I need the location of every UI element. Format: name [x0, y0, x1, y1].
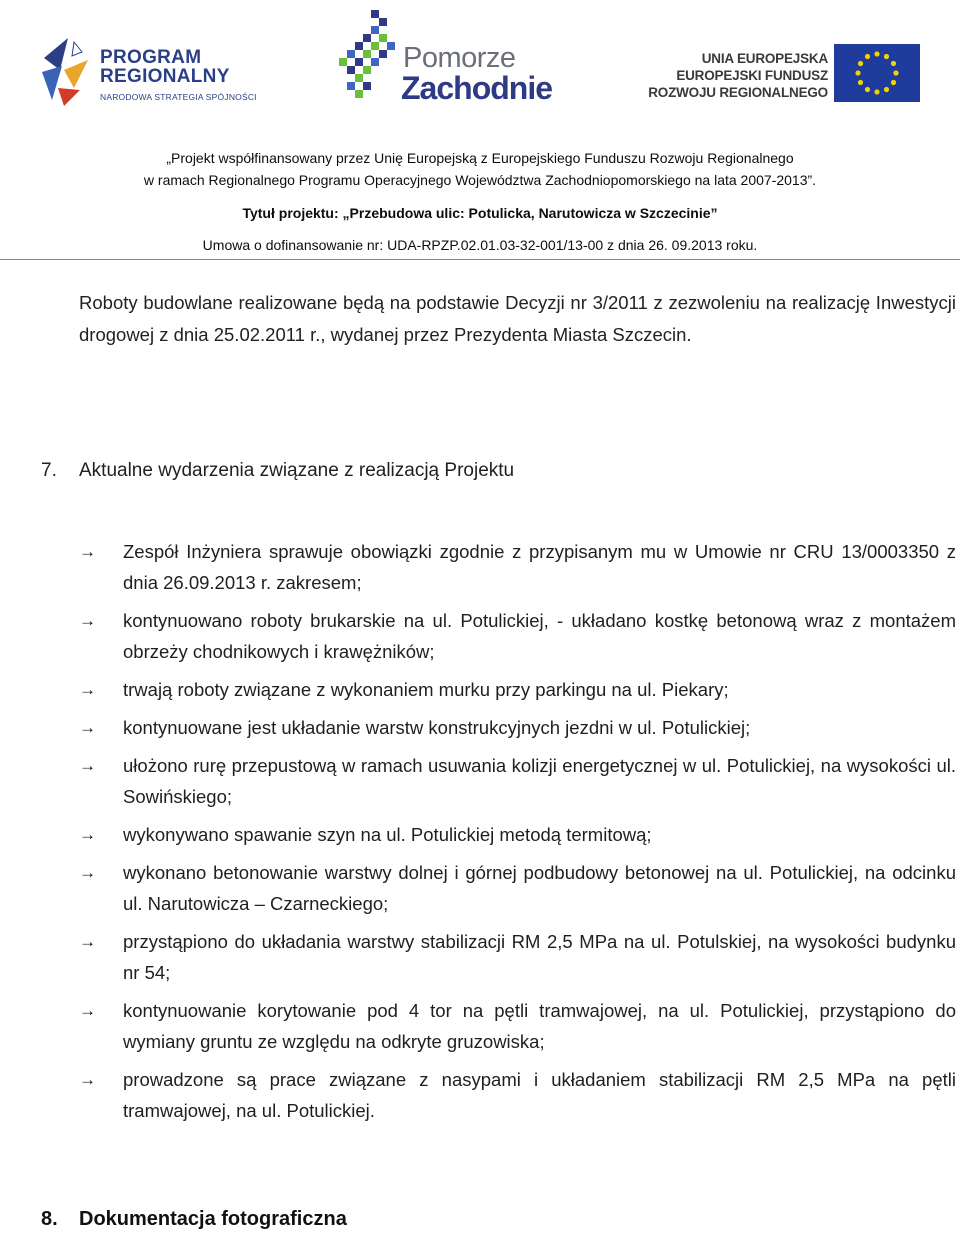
list-item — [79, 995, 956, 1057]
section-7-heading — [41, 460, 514, 482]
list-item — [79, 857, 956, 919]
list-item-text: wykonano betonowanie warstwy dolnej i górnej podbudowy betonowej na ul. Potulickiej, na odcinku ul. Narutowicza – Czarneckiego; — [123, 862, 956, 914]
pomorze-wordmark: Pomorze — [403, 42, 516, 74]
eu-line-2: EUROPEJSKI FUNDUSZ — [676, 68, 828, 83]
list-item — [79, 674, 956, 705]
list-item — [79, 819, 956, 850]
section-7-number: 7. — [41, 460, 57, 481]
arrow-right-icon: → — [79, 863, 96, 882]
intro-paragraph: Roboty budowlane realizowane będą na podstawie Decyzji nr 3/2011 z zezwoleniu na realizację Inwestycji drogowej z dnia 25.02.2011 r., wydanej przez Prezydenta Miasta Szczecin. — [79, 292, 956, 345]
arrow-right-icon: → — [79, 718, 96, 737]
section-8-number: 8. — [41, 1208, 58, 1230]
arrow-right-icon: → — [79, 825, 96, 844]
events-list — [79, 536, 956, 1133]
arrow-right-icon: → — [79, 1001, 96, 1020]
strategy-subtitle: NARODOWA STRATEGIA SPÓJNOŚCI — [100, 92, 257, 102]
list-item — [79, 605, 956, 667]
section-7-title: Aktualne wydarzenia związane z realizacją Projektu — [79, 460, 515, 481]
program-regionalny-logo — [38, 30, 278, 110]
list-item-text: przystąpiono do układania warstwy stabilizacji RM 2,5 MPa na ul. Potulskiej, na wysokości budynku nr 54; — [123, 931, 956, 983]
list-item — [79, 1064, 956, 1126]
list-item — [79, 926, 956, 988]
list-item-text: prowadzone są prace związane z nasypami i układaniem stabilizacji RM 2,5 MPa na pętli tramwajowej, na ul. Potulickiej. — [123, 1069, 956, 1121]
pomorze-zachodnie-logo — [335, 8, 575, 108]
program-line: PROGRAM — [100, 47, 202, 68]
zachodnie-wordmark: Zachodnie — [401, 70, 553, 106]
list-item-text: kontynuowanie korytowanie pod 4 tor na pętli tramwajowej, na ul. Potulickiej, przystąpiono do wymiany gruntu ze względu na odkryte gruzowiska; — [123, 1000, 956, 1052]
list-item — [79, 750, 956, 812]
section-8-heading — [41, 1208, 347, 1231]
project-title: Tytuł projektu: „Przebudowa ulic: Potulicka, Narutowicza w Szczecinie” — [242, 205, 718, 221]
eu-line-3: ROZWOJU REGIONALNEGO — [648, 85, 828, 100]
program-regionalny-wordmark — [100, 48, 230, 86]
arrow-right-icon: → — [79, 611, 96, 630]
arrow-right-icon: → — [79, 932, 96, 951]
eu-logo — [636, 42, 926, 104]
list-item-text: ułożono rurę przepustową w ramach usuwania kolizji energetycznej w ul. Potulickiej, na wysokości ul. Sowińskiego; — [123, 755, 956, 807]
list-item-text: kontynuowano roboty brukarskie na ul. Potulickiej, - układano kostkę betonową wraz z montażem obrzeży chodnikowych i krawężników; — [123, 610, 956, 662]
list-item-text: kontynuowane jest układanie warstw konstrukcyjnych jezdni w ul. Potulickiej; — [123, 717, 751, 738]
arrow-right-icon: → — [79, 542, 96, 561]
arrow-right-icon: → — [79, 1070, 96, 1089]
header-divider — [0, 259, 960, 260]
eu-wordmark — [636, 50, 828, 101]
eu-line-1: UNIA EUROPEJSKA — [701, 51, 828, 66]
program-regionalny-emblem-icon — [38, 30, 98, 110]
arrow-right-icon: → — [79, 756, 96, 775]
agreement-line: Umowa o dofinansowanie nr: UDA-RPZP.02.01.03-32-001/13-00 z dnia 26. 09.2013 roku. — [202, 237, 758, 253]
arrow-right-icon: → — [79, 680, 96, 699]
pomorze-pixel-emblem-icon — [335, 8, 405, 108]
cofinancing-line-1: „Projekt współfinansowany przez Unię Europejską z Europejskiego Funduszu Rozwoju Regionalnego — [166, 150, 794, 166]
eu-flag-icon — [834, 44, 920, 102]
logo-bar — [0, 0, 960, 120]
list-item-text: wykonywano spawanie szyn na ul. Potulickiej metodą termitową; — [123, 824, 652, 845]
regionalny-line: REGIONALNY — [100, 66, 230, 87]
list-item-text: trwają roboty związane z wykonaniem murku przy parkingu na ul. Piekary; — [123, 679, 729, 700]
cofinancing-line-2: w ramach Regionalnego Programu Operacyjnego Województwa Zachodniopomorskiego na lata 2007-2013”. — [143, 172, 817, 188]
list-item-text: Zespół Inżyniera sprawuje obowiązki zgodnie z przypisanym mu w Umowie nr CRU 13/0003350 z dnia 26.09.2013 r. zakresem; — [123, 541, 956, 593]
list-item — [79, 712, 956, 743]
list-item — [79, 536, 956, 598]
section-8-title: Dokumentacja fotograficzna — [79, 1208, 347, 1230]
